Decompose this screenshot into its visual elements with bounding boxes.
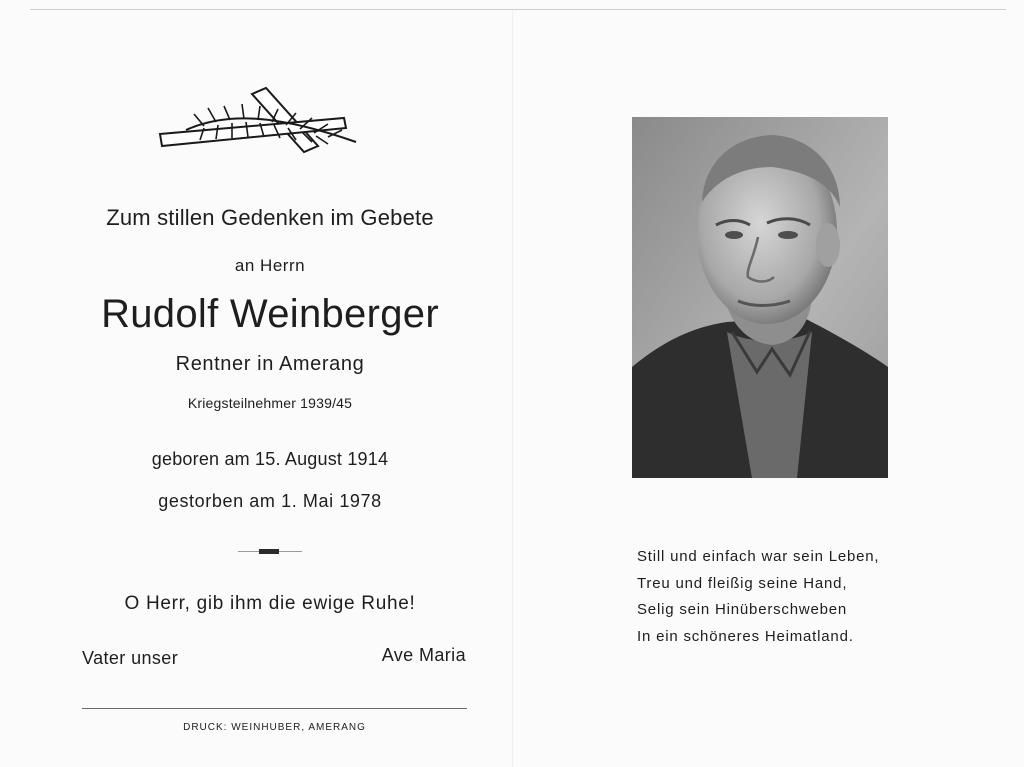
portrait-image <box>632 117 888 478</box>
veteran-note: Kriegsteilnehmer 1939/45 <box>187 395 353 411</box>
printer-credit: DRUCK: WEINHUBER, AMERANG <box>183 722 366 733</box>
salutation: an Herrn <box>234 256 306 275</box>
memorial-verse <box>637 544 879 650</box>
prayer-vater-unser: Vater unser <box>82 648 179 668</box>
death-date: gestorben am 1. Mai 1978 <box>158 491 382 511</box>
memorial-heading: Zum stillen Gedenken im Gebete <box>106 205 434 230</box>
cross-with-palm-icon <box>156 84 366 164</box>
right-panel <box>512 0 1024 767</box>
deceased-name: Rudolf Weinberger <box>101 292 439 336</box>
printer-rule <box>82 708 467 709</box>
verse-line: Selig sein Hinüberschweben <box>637 601 848 618</box>
verse-line: In ein schöneres Heimatland. <box>637 627 854 645</box>
verse-line: Still und einfach war sein Leben, <box>637 548 880 565</box>
occupation: Rentner in Amerang <box>175 353 365 375</box>
verse-line: Treu und fleißig seine Hand, <box>637 574 848 592</box>
birth-date: geboren am 15. August 1914 <box>151 449 389 469</box>
portrait-photo <box>632 117 888 478</box>
divider-ornament <box>259 549 279 554</box>
prayer-ave-maria: Ave Maria <box>381 645 466 665</box>
prayer-line: O Herr, gib ihm die ewige Ruhe! <box>124 593 416 614</box>
